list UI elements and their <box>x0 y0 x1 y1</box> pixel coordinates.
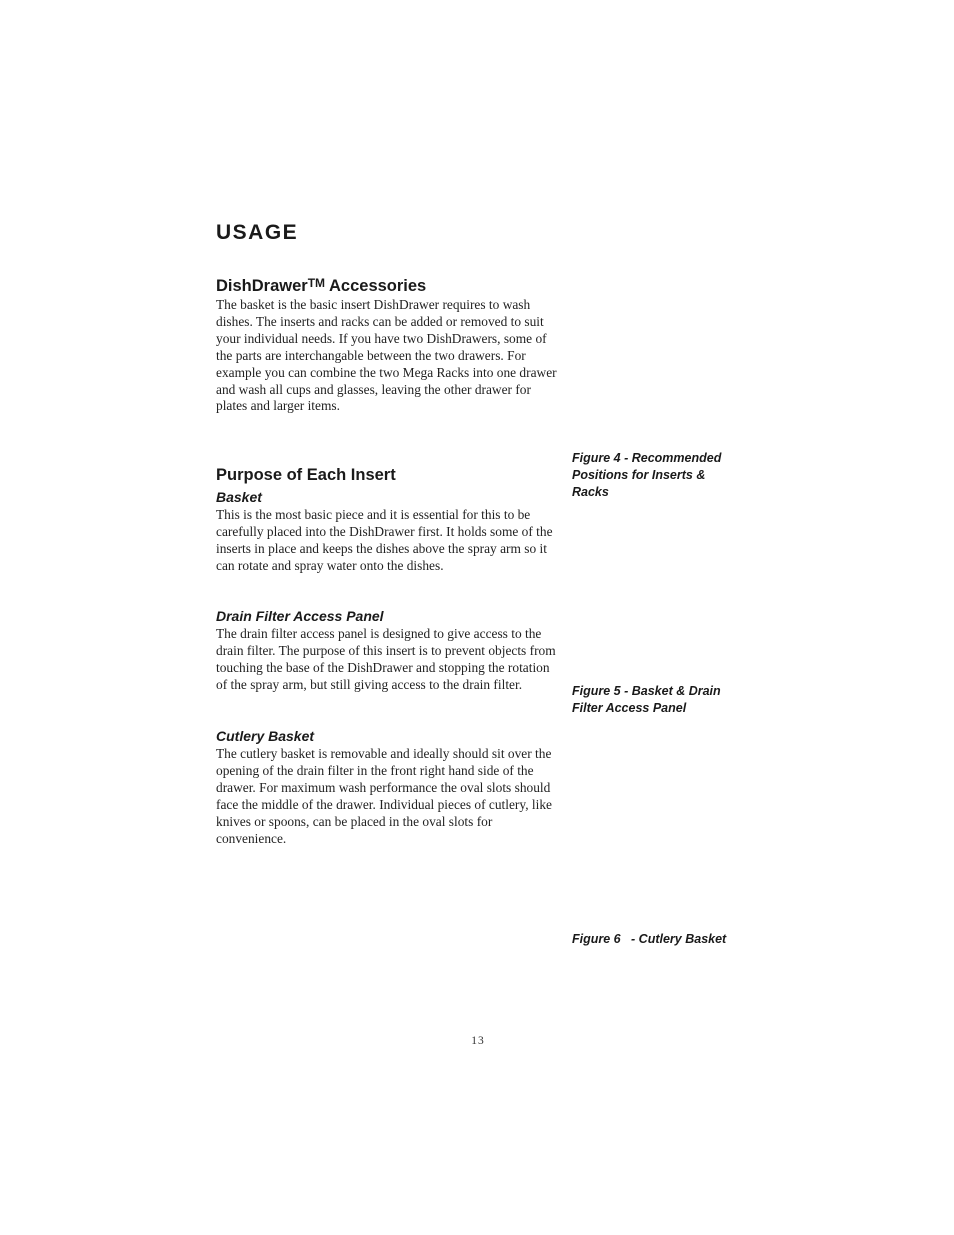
figure-6-caption: Figure 6 - Cutlery Basket <box>572 932 727 946</box>
basket-heading: Basket <box>216 489 262 505</box>
trademark-symbol: TM <box>307 276 326 290</box>
cutlery-body: The cutlery basket is removable and ideally should sit over the opening of the drain filter in the front right hand side of the drawer. For maximum wash performance the oval slots should face the middle of the drawer. Individual pieces of cutlery, like knives or spoons, can be placed in the oval slots for convenience. <box>216 746 552 846</box>
drain-filter-heading: Drain Filter Access Panel <box>216 608 384 624</box>
accessories-heading <box>216 276 426 296</box>
basket-body: This is the most basic piece and it is essential for this to be carefully placed into the DishDrawer first. It holds some of the inserts in place and keeps the dishes above the spray arm so it can rotate and spray water onto the dishes. <box>216 507 553 573</box>
purpose-heading: Purpose of Each Insert <box>216 466 396 484</box>
figure-4-caption: Figure 4 - Recommended Positions for Inserts & Racks <box>572 451 722 499</box>
section-title: USAGE <box>216 221 299 244</box>
figure-5-caption: Figure 5 - Basket & Drain Filter Access Panel <box>572 684 721 715</box>
page-number: 13 <box>471 1035 485 1047</box>
drain-filter-body: The drain filter access panel is designed to give access to the drain filter. The purpose of this insert is to prevent objects from touching the base of the DishDrawer and stopping the rotation of the spray arm, but still giving access to the drain filter. <box>216 626 556 692</box>
cutlery-heading: Cutlery Basket <box>216 728 315 744</box>
accessories-body: The basket is the basic insert DishDrawer requires to wash dishes. The inserts and racks can be added or removed to suit your individual needs. If you have two DishDrawers, some of the parts are interchangable between the two drawers. For example you can combine the two Mega Racks into one drawer and wash all cups and glasses, leaving the other drawer for plates and larger items. <box>216 297 557 414</box>
accessories-heading-rest: Accessories <box>325 277 427 295</box>
accessories-heading-main: DishDrawer <box>216 277 308 295</box>
